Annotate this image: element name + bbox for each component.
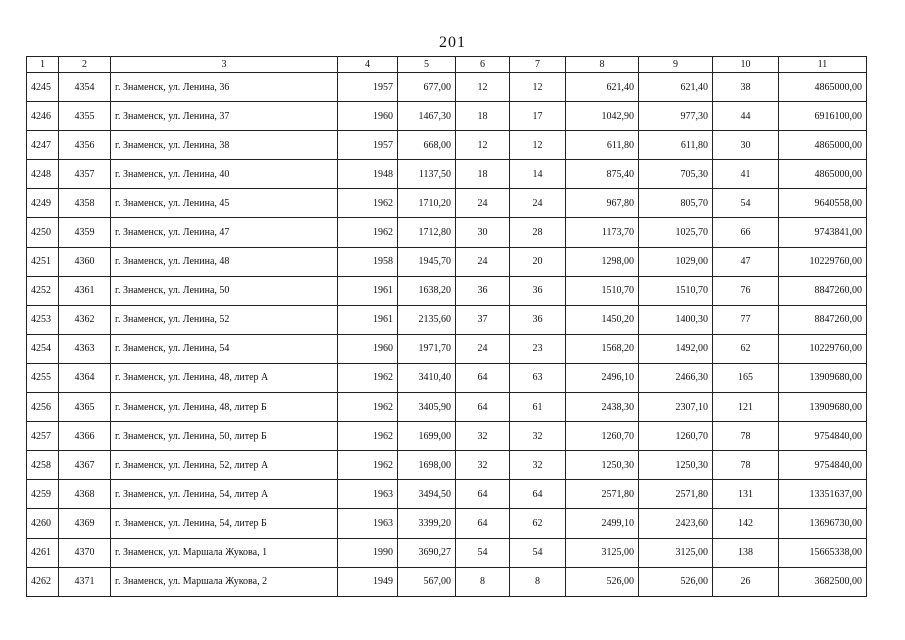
col7-cell: 54 [510,538,566,567]
column-header: 11 [779,57,867,73]
address-cell: г. Знаменск, ул. Ленина, 47 [111,218,338,247]
year-cell: 1962 [338,363,398,392]
header-row [27,57,867,73]
value-cell: 10229760,00 [779,334,867,363]
column-header: 4 [338,57,398,73]
col10-cell: 38 [713,73,779,102]
col9-cell: 1260,70 [639,422,713,451]
col6-cell: 37 [456,305,510,334]
area-cell: 1699,00 [398,422,456,451]
col10-cell: 66 [713,218,779,247]
value-cell: 9754840,00 [779,451,867,480]
table-row [27,73,867,102]
table-row [27,247,867,276]
area-cell: 1945,70 [398,247,456,276]
address-cell: г. Знаменск, ул. Ленина, 37 [111,102,338,131]
table-row [27,131,867,160]
address-cell: г. Знаменск, ул. Ленина, 54, литер Б [111,509,338,538]
year-cell: 1957 [338,131,398,160]
year-cell: 1963 [338,509,398,538]
col7-cell: 36 [510,276,566,305]
col10-cell: 121 [713,393,779,422]
area-cell: 567,00 [398,567,456,596]
col10-cell: 44 [713,102,779,131]
col10-cell: 78 [713,422,779,451]
code-cell: 4359 [59,218,111,247]
col9-cell: 1400,30 [639,305,713,334]
row-number-cell: 4254 [27,334,59,363]
column-header: 8 [566,57,639,73]
year-cell: 1963 [338,480,398,509]
address-cell: г. Знаменск, ул. Ленина, 38 [111,131,338,160]
address-cell: г. Знаменск, ул. Ленина, 48, литер Б [111,393,338,422]
row-number-cell: 4253 [27,305,59,334]
address-cell: г. Знаменск, ул. Ленина, 52, литер А [111,451,338,480]
value-cell: 13351637,00 [779,480,867,509]
address-cell: г. Знаменск, ул. Маршала Жукова, 2 [111,567,338,596]
column-header: 7 [510,57,566,73]
col10-cell: 62 [713,334,779,363]
area-cell: 3410,40 [398,363,456,392]
col9-cell: 2423,60 [639,509,713,538]
address-cell: г. Знаменск, ул. Ленина, 52 [111,305,338,334]
col8-cell: 967,80 [566,189,639,218]
code-cell: 4366 [59,422,111,451]
code-cell: 4355 [59,102,111,131]
year-cell: 1962 [338,393,398,422]
col6-cell: 64 [456,480,510,509]
col6-cell: 64 [456,393,510,422]
year-cell: 1990 [338,538,398,567]
col6-cell: 36 [456,276,510,305]
row-number-cell: 4248 [27,160,59,189]
col10-cell: 138 [713,538,779,567]
row-number-cell: 4250 [27,218,59,247]
col6-cell: 64 [456,363,510,392]
year-cell: 1948 [338,160,398,189]
col8-cell: 621,40 [566,73,639,102]
col9-cell: 1250,30 [639,451,713,480]
row-number-cell: 4247 [27,131,59,160]
table-row [27,189,867,218]
col8-cell: 3125,00 [566,538,639,567]
col8-cell: 2499,10 [566,509,639,538]
row-number-cell: 4260 [27,509,59,538]
row-number-cell: 4258 [27,451,59,480]
column-header: 10 [713,57,779,73]
table-row [27,102,867,131]
year-cell: 1962 [338,422,398,451]
registry-table [26,56,867,597]
value-cell: 9743841,00 [779,218,867,247]
col7-cell: 32 [510,422,566,451]
row-number-cell: 4245 [27,73,59,102]
row-number-cell: 4246 [27,102,59,131]
col8-cell: 1298,00 [566,247,639,276]
code-cell: 4358 [59,189,111,218]
col6-cell: 24 [456,334,510,363]
address-cell: г. Знаменск, ул. Ленина, 48, литер А [111,363,338,392]
table-row [27,363,867,392]
col7-cell: 23 [510,334,566,363]
table-row [27,509,867,538]
col9-cell: 526,00 [639,567,713,596]
col8-cell: 2496,10 [566,363,639,392]
row-number-cell: 4255 [27,363,59,392]
col7-cell: 32 [510,451,566,480]
col9-cell: 705,30 [639,160,713,189]
value-cell: 13696730,00 [779,509,867,538]
table-row [27,334,867,363]
col6-cell: 32 [456,422,510,451]
column-header: 9 [639,57,713,73]
col7-cell: 61 [510,393,566,422]
year-cell: 1961 [338,276,398,305]
col9-cell: 1029,00 [639,247,713,276]
col6-cell: 12 [456,73,510,102]
col7-cell: 63 [510,363,566,392]
col7-cell: 24 [510,189,566,218]
column-header: 3 [111,57,338,73]
address-cell: г. Знаменск, ул. Маршала Жукова, 1 [111,538,338,567]
area-cell: 3690,27 [398,538,456,567]
col9-cell: 805,70 [639,189,713,218]
address-cell: г. Знаменск, ул. Ленина, 54 [111,334,338,363]
row-number-cell: 4262 [27,567,59,596]
col6-cell: 24 [456,189,510,218]
col10-cell: 78 [713,451,779,480]
area-cell: 1971,70 [398,334,456,363]
col8-cell: 1173,70 [566,218,639,247]
value-cell: 8847260,00 [779,276,867,305]
col10-cell: 77 [713,305,779,334]
year-cell: 1958 [338,247,398,276]
col7-cell: 36 [510,305,566,334]
value-cell: 9640558,00 [779,189,867,218]
col8-cell: 875,40 [566,160,639,189]
col10-cell: 131 [713,480,779,509]
address-cell: г. Знаменск, ул. Ленина, 40 [111,160,338,189]
code-cell: 4368 [59,480,111,509]
area-cell: 2135,60 [398,305,456,334]
year-cell: 1960 [338,102,398,131]
col8-cell: 2438,30 [566,393,639,422]
code-cell: 4362 [59,305,111,334]
col7-cell: 14 [510,160,566,189]
col8-cell: 1250,30 [566,451,639,480]
col8-cell: 526,00 [566,567,639,596]
area-cell: 1137,50 [398,160,456,189]
col6-cell: 18 [456,102,510,131]
row-number-cell: 4249 [27,189,59,218]
year-cell: 1961 [338,305,398,334]
col7-cell: 8 [510,567,566,596]
col10-cell: 41 [713,160,779,189]
col7-cell: 28 [510,218,566,247]
value-cell: 15665338,00 [779,538,867,567]
col7-cell: 20 [510,247,566,276]
row-number-cell: 4251 [27,247,59,276]
address-cell: г. Знаменск, ул. Ленина, 50, литер Б [111,422,338,451]
table-row [27,276,867,305]
col8-cell: 1042,90 [566,102,639,131]
code-cell: 4357 [59,160,111,189]
col6-cell: 32 [456,451,510,480]
code-cell: 4370 [59,538,111,567]
table-row [27,480,867,509]
col10-cell: 76 [713,276,779,305]
code-cell: 4364 [59,363,111,392]
area-cell: 1698,00 [398,451,456,480]
address-cell: г. Знаменск, ул. Ленина, 48 [111,247,338,276]
address-cell: г. Знаменск, ул. Ленина, 45 [111,189,338,218]
area-cell: 1638,20 [398,276,456,305]
col9-cell: 1025,70 [639,218,713,247]
col10-cell: 165 [713,363,779,392]
code-cell: 4356 [59,131,111,160]
table-row [27,160,867,189]
row-number-cell: 4261 [27,538,59,567]
column-header: 6 [456,57,510,73]
area-cell: 3405,90 [398,393,456,422]
col7-cell: 17 [510,102,566,131]
table-row [27,305,867,334]
col7-cell: 12 [510,73,566,102]
value-cell: 9754840,00 [779,422,867,451]
table-row [27,451,867,480]
value-cell: 4865000,00 [779,73,867,102]
col6-cell: 8 [456,567,510,596]
table-row [27,393,867,422]
col6-cell: 18 [456,160,510,189]
col8-cell: 1260,70 [566,422,639,451]
year-cell: 1949 [338,567,398,596]
address-cell: г. Знаменск, ул. Ленина, 50 [111,276,338,305]
col6-cell: 30 [456,218,510,247]
col8-cell: 1450,20 [566,305,639,334]
value-cell: 4865000,00 [779,160,867,189]
value-cell: 8847260,00 [779,305,867,334]
table-row [27,567,867,596]
row-number-cell: 4257 [27,422,59,451]
address-cell: г. Знаменск, ул. Ленина, 36 [111,73,338,102]
col7-cell: 62 [510,509,566,538]
code-cell: 4371 [59,567,111,596]
code-cell: 4363 [59,334,111,363]
col9-cell: 621,40 [639,73,713,102]
area-cell: 1712,80 [398,218,456,247]
col6-cell: 12 [456,131,510,160]
area-cell: 677,00 [398,73,456,102]
year-cell: 1962 [338,189,398,218]
col10-cell: 142 [713,509,779,538]
col9-cell: 3125,00 [639,538,713,567]
col9-cell: 2466,30 [639,363,713,392]
row-number-cell: 4259 [27,480,59,509]
column-header: 1 [27,57,59,73]
col7-cell: 64 [510,480,566,509]
col8-cell: 611,80 [566,131,639,160]
code-cell: 4369 [59,509,111,538]
year-cell: 1960 [338,334,398,363]
row-number-cell: 4256 [27,393,59,422]
value-cell: 3682500,00 [779,567,867,596]
table-row [27,218,867,247]
col10-cell: 54 [713,189,779,218]
row-number-cell: 4252 [27,276,59,305]
code-cell: 4354 [59,73,111,102]
col8-cell: 1568,20 [566,334,639,363]
code-cell: 4365 [59,393,111,422]
value-cell: 13909680,00 [779,393,867,422]
col9-cell: 2571,80 [639,480,713,509]
column-header: 2 [59,57,111,73]
col10-cell: 30 [713,131,779,160]
col6-cell: 54 [456,538,510,567]
code-cell: 4367 [59,451,111,480]
col8-cell: 1510,70 [566,276,639,305]
col9-cell: 1510,70 [639,276,713,305]
year-cell: 1962 [338,451,398,480]
area-cell: 668,00 [398,131,456,160]
col10-cell: 47 [713,247,779,276]
col7-cell: 12 [510,131,566,160]
table-row [27,422,867,451]
area-cell: 1710,20 [398,189,456,218]
col9-cell: 2307,10 [639,393,713,422]
col9-cell: 1492,00 [639,334,713,363]
value-cell: 4865000,00 [779,131,867,160]
value-cell: 13909680,00 [779,363,867,392]
code-cell: 4360 [59,247,111,276]
value-cell: 10229760,00 [779,247,867,276]
value-cell: 6916100,00 [779,102,867,131]
col6-cell: 64 [456,509,510,538]
area-cell: 1467,30 [398,102,456,131]
col9-cell: 977,30 [639,102,713,131]
area-cell: 3494,50 [398,480,456,509]
col9-cell: 611,80 [639,131,713,160]
year-cell: 1962 [338,218,398,247]
col6-cell: 24 [456,247,510,276]
column-header: 5 [398,57,456,73]
year-cell: 1957 [338,73,398,102]
address-cell: г. Знаменск, ул. Ленина, 54, литер А [111,480,338,509]
table-row [27,538,867,567]
page-number: 201 [439,34,466,51]
area-cell: 3399,20 [398,509,456,538]
code-cell: 4361 [59,276,111,305]
col10-cell: 26 [713,567,779,596]
col8-cell: 2571,80 [566,480,639,509]
